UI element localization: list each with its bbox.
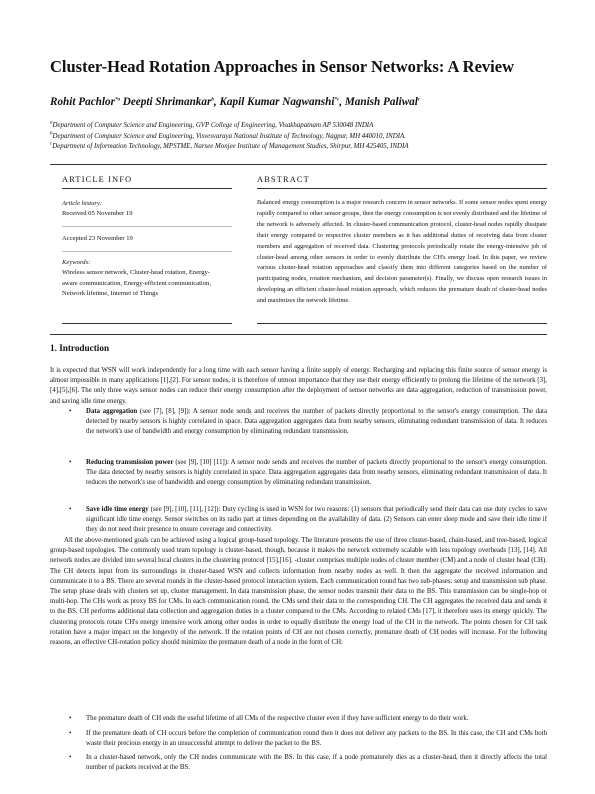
bullet-icon: • [69,714,72,722]
affiliation-sup: b [50,131,53,137]
accepted-date: Accepted 23 November 19 [62,235,133,242]
list-item: If the premature death of CH occurs before the completion of communication round then it does not deliver any packets to the BS. In this case, the CH and CMs both waste their precious energy in an unsuccessful attempt to deliver the packet to the BS. [86,730,547,748]
list-item: In a cluster-based network, only the CH nodes communicate with the BS. In this case, if a node prematurely dies as a cluster-head, then it directly affects the total number of packets received at the BS. [86,754,547,772]
keywords: Wireless sensor network, Cluster-head rotation, Energy-aware communication, Energy-efficient communication, Network lifetime, Internet of Things [62,269,211,298]
author-sup: b [211,97,214,103]
author-sep: , [213,96,220,108]
abstract-heading: ABSTRACT [257,175,310,184]
divider [257,323,547,324]
list-item: Save idle time energy (see [9], [10], [11], [12]): Duty cycling is used in WSN for two reasons: (1) sensors that periodically send their data can use duty cycles to save significant idle time energy. Sensor switches on its radio part at times depending on the availability of data. (2) Sensors can enter sleep mode and save their idle time if they do not need their presence to ensure coverage and connectivity. [86,506,547,534]
divider [62,188,232,189]
bullet-icon: • [69,729,72,737]
affiliation-sup: a [50,120,53,126]
list-item: Reducing transmission power (see [9], [10] [11]): A sensor node sends and receives the number of packets directly proportional to the sensor's energy consumption. The data detected by nearby sensors is highly correlated in space. Data aggregation aggregates data from nearby sensors, eliminating redundant transmission of data. It reduces the network's use of bandwidth and energy consumption by eliminating redundant transmission. [86,459,547,487]
affiliation [50,143,550,150]
paragraph: All the above-mentioned goals can be achieved using a logical group-based topology. The literature presents the use of three cluster-based, chain-based, and tree-based, logical group-based topologies. The commonly used team topology is cluster-based, though, because it makes the network extremely scalable with less topology overheads [13], [14]. All network nodes are divided into several local clusters in the clustering protocol [15],[16]. -cluster comprises multiple nodes of cluster member (CM) and a node of cluster head (CH). The CH detects input from its surroundings in cluster-based WSN and collects information from nearby nodes as well. It then the aggregate the received information and communicate it to a BS. There are several rounds in the cluster-based protocol interaction system. Each communication round has two sub-phases: setup and transmission sub phase. The setup phase deals with clusters set up, cluster management. In data transmission phase, the sensor nodes transmit their data to the BS. This transmission can be single-hop or multi-hop. The CHs work as proxy BS for CMs. In each communication round, the CMs send their data to the corresponding CH. The CH aggregates the received data and sends it to the BS. CH performs additional data collection and aggregation duties in a cluster compared to the CMs. According to related CMs [17], it therefore uses its energy quickly. The clustering protocols rotate CH's energy intensive work among other nodes in order to equally distribute the energy load of the CH in the network. The points chosen for CH task rotation have a major impact on the longevity of the network. If the rotation points of CH are not chosen correctly, premature death of CH nodes will increase. For the following reasons, an effective CH-rotation policy should minimize the premature death of a node in the form of CH: [50,537,547,647]
affiliation-text: Department of Computer Science and Engineering, GVP College of Engineering, Visakhapatnam AP 530048 INDIA [52,122,374,129]
history-label: Article history: [62,200,103,207]
bullet-icon: • [69,458,72,466]
author-sup: *a [114,97,120,103]
affiliation-text: Department of Information Technology, MPSTME, Narsee Monjee Institute of Management Studies, Shirpur, MH 425405, INDIA [52,143,409,150]
author-name: Manish Paliwal [344,96,418,108]
article-info-heading: ARTICLE INFO [62,175,133,184]
divider [50,334,547,335]
abstract-text: Balanced energy consumption is a major research concern in sensor networks. If some sensor nodes spent energy rapidly compared to other sensor groups, then the energy consumption is not evenly distributed and the lifetime of the network is adversely affected. In cluster-based communication protocol, cluster-head nodes rapidly dissipate their energy compared to respective cluster members as it has additional duties of receiving data from cluster members and aggregation of received data. Clustering protocols periodically rotate the energy-intensive job of cluster-head among other sensors in order to evenly distribute the CH's energy load. In this paper, we review various cluster-head rotation approaches and classify them into different categories based on the number of participating nodes, rotation mechanism, and decision parameter(s). Finally, we discuss open research issues in developing an efficient cluster-head rotation approach, which reduces the premature death of cluster-head nodes and maximizes the network lifetime. [257,199,547,305]
received-date: Received 05 November 19 [62,210,133,217]
divider [257,188,547,189]
author-name: Rohit Pachlor [50,96,115,108]
bullet-icon: • [69,753,72,761]
list-item: Data aggregation (see [7], [8], [9]): A sensor node sends and receives the number of packets directly proportional to the sensor's energy consumption. The data detected by nearby sensors is highly correlated in space. Data aggregation aggregates data from nearby sensors, eliminating redundant transmission of data. It reduces the network's use of bandwidth and energy consumption by eliminating redundant transmission. [86,408,547,436]
paragraph: It is expected that WSN will work independently for a long time with each sensor having a finite supply of energy. Recharging and replacing this finite source of sensor energy is almost impossible in many applications [1],[2]. For sensor nodes, it is therefore of utmost importance that they use their energy efficiently to prolong the lifetime of the network [3],[4],[5],[6]. The only three ways sensor nodes can reduce their energy consumption after the deployment of sensor networks are data aggregation, reduction of transmission power, and saving idle time energy. [50,367,547,405]
section-heading: 1. Introduction [50,343,110,353]
author-sup: *c [334,97,340,103]
author-name: Kapil Kumar Nagwanshi [219,96,335,108]
author-sep: , [339,96,345,108]
list-item: The premature death of CH ends the useful lifetime of all CMs of the respective cluster even if they have sufficient energy to do their work. [86,715,469,722]
affiliation-sup: c [50,141,53,147]
divider [62,226,232,227]
divider [62,251,232,252]
affiliation-text: Department of Computer Science and Engineering, Visvesvaraya National Institute of Technology, Nagpur, MH 440010, INDIA. [52,133,406,140]
author-name: Deepti Shrimankar [122,96,212,108]
affiliation [50,133,550,140]
bullet-icon: • [69,505,72,513]
bullet-icon: • [69,407,72,415]
author-list [50,96,550,108]
divider [50,164,547,165]
divider [62,323,232,324]
keywords-label: Keywords: [62,259,91,266]
affiliation [50,122,550,129]
paper-title: Cluster-Head Rotation Approaches in Sensor Networks: A Review [50,57,514,76]
author-sup: c [417,97,421,103]
